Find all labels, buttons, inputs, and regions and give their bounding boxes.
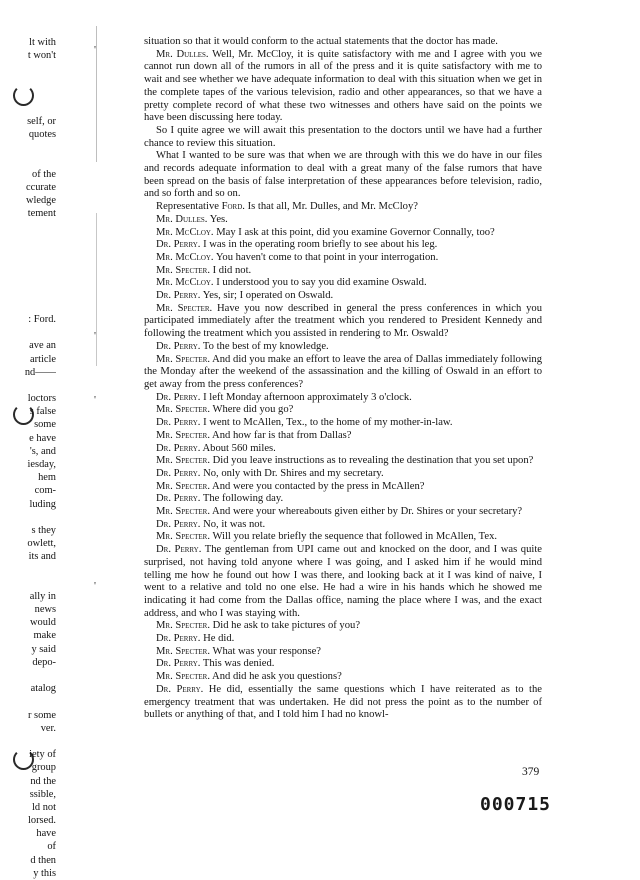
margin-fragment: news bbox=[34, 604, 56, 616]
paragraph-text: And did he ask you questions? bbox=[209, 671, 342, 683]
margin-fragment: nd—— bbox=[24, 366, 56, 378]
transcript-paragraph bbox=[144, 239, 542, 252]
paragraph-text: I understood you to say you did examine Oswald. bbox=[213, 277, 427, 289]
paragraph-text: You haven't come to that point in your interrogation. bbox=[213, 251, 439, 263]
speaker-name: Mr. Specter. bbox=[156, 506, 210, 518]
paragraph-text: May I ask at this point, did you examine Governor Connally, too? bbox=[213, 226, 495, 238]
margin-fragment bbox=[0, 234, 56, 247]
margin-fragment: ally in bbox=[29, 590, 56, 602]
transcript-paragraph bbox=[144, 201, 542, 214]
transcript-paragraph bbox=[144, 252, 542, 265]
margin-fragment: group bbox=[31, 762, 56, 774]
paragraph-text: Have you now described in general the press conferences in which you participated immediately after the treatment which you rendered to President Kennedy and following the treatment which you assisted in rendering to Mr. Oswald? bbox=[144, 302, 542, 340]
facing-page-fragments bbox=[0, 36, 56, 879]
transcript-paragraph bbox=[144, 519, 542, 532]
speaker-name: Mr. Dulles. bbox=[156, 48, 209, 60]
speaker-name: Dr. Perry. bbox=[156, 290, 201, 302]
paragraph-text: He did. bbox=[200, 633, 235, 645]
margin-fragment bbox=[0, 62, 56, 75]
margin-tick: ' bbox=[94, 580, 96, 592]
margin-fragment: 's, and bbox=[29, 445, 56, 457]
transcript-paragraph bbox=[144, 277, 542, 290]
transcript-paragraph bbox=[144, 481, 542, 494]
margin-fragment bbox=[0, 326, 56, 339]
speaker-name: Mr. McCloy. bbox=[156, 251, 214, 263]
paragraph-text: About 560 miles. bbox=[200, 442, 276, 454]
transcript-paragraph bbox=[144, 36, 542, 49]
transcript-paragraph bbox=[144, 430, 542, 443]
speaker-name: Mr. Specter. bbox=[156, 671, 210, 683]
margin-fragment bbox=[0, 287, 56, 300]
margin-fragment: article bbox=[30, 353, 56, 365]
margin-fragment: loctors bbox=[27, 393, 56, 405]
transcript-paragraph bbox=[144, 620, 542, 633]
paragraph-text: And did you make an effort to leave the area of Dallas immediately following the Monday after the weekend of the assassination and the killing of Oswald in an effort to get away from the press conferences? bbox=[144, 353, 543, 390]
margin-fragment bbox=[0, 155, 56, 168]
paragraph-text: situation so that it would conform to the actual statements that the doctor has made. bbox=[144, 36, 498, 47]
margin-fragment: hem bbox=[38, 472, 56, 484]
document-stamp-number: 000715 bbox=[480, 794, 552, 815]
margin-fragment: lorsed. bbox=[28, 815, 56, 827]
margin-fragment: e have bbox=[29, 432, 56, 444]
paragraph-text: Well, Mr. McCloy, it is quite satisfactory with me and I agree with you we cannot run down all of the rumors in all of the press and it is quite satisfactory with me to wait and see whether we have adequate information to deal with this situation when we get in the complete tapes of the various television, radio and other appearances, so that we have a pretty complete record of what these two witnesses and others have said on the points we have been discussing here today. bbox=[144, 48, 542, 124]
transcript-paragraph bbox=[144, 493, 542, 506]
margin-fragment: some bbox=[34, 419, 56, 431]
speaker-name: Dr. Perry. bbox=[156, 442, 201, 454]
margin-fragment bbox=[0, 511, 56, 524]
margin-tick: ' bbox=[94, 394, 96, 406]
margin-fragment bbox=[0, 273, 56, 286]
paragraph-text: Did he ask to take pictures of you? bbox=[209, 620, 361, 632]
margin-fragment bbox=[0, 577, 56, 590]
margin-fragment: y said bbox=[31, 643, 56, 655]
transcript-paragraph bbox=[144, 468, 542, 481]
paragraph-text: So I quite agree we will await this presentation to the doctors until we have had a further chance to review this situation. bbox=[144, 124, 542, 149]
speaker-name: Mr. Specter. bbox=[156, 480, 210, 492]
transcript-paragraph bbox=[144, 341, 542, 354]
margin-fragment: r some bbox=[28, 709, 56, 721]
speaker-name: Mr. Specter. bbox=[156, 404, 210, 416]
transcript-paragraph bbox=[144, 392, 542, 405]
margin-fragment: ver. bbox=[40, 722, 56, 734]
speaker-name: Mr. Specter. bbox=[156, 264, 210, 276]
margin-fragment bbox=[0, 300, 56, 313]
margin-fragment: quotes bbox=[28, 129, 56, 141]
paragraph-text: What was your response? bbox=[209, 645, 321, 657]
speaker-name: Dr. Perry. bbox=[156, 518, 201, 530]
margin-fragment: ld not bbox=[32, 801, 56, 813]
margin-fragment bbox=[0, 247, 56, 260]
margin-fragment: lt with bbox=[29, 37, 56, 48]
paragraph-text: I was in the operating room briefly to see about his leg. bbox=[200, 239, 438, 251]
speaker-name: Dr. Perry. bbox=[156, 239, 201, 251]
paragraph-text: To the best of my knowledge. bbox=[200, 340, 329, 352]
margin-tick: ' bbox=[94, 330, 96, 342]
transcript-paragraph bbox=[144, 290, 542, 303]
transcript-paragraph bbox=[144, 150, 542, 201]
margin-fragment: self, or bbox=[27, 116, 56, 128]
margin-fragment bbox=[0, 89, 56, 102]
margin-fragment: iesday, bbox=[27, 459, 56, 470]
transcript-paragraph bbox=[144, 455, 542, 468]
speaker-name: Ford. bbox=[221, 201, 245, 213]
margin-fragment: owlett, bbox=[27, 538, 56, 550]
margin-fragment: d then bbox=[30, 854, 56, 866]
speaker-name: Mr. McCloy. bbox=[156, 277, 214, 289]
transcript-paragraph bbox=[144, 265, 542, 278]
paragraph-text: Where did you go? bbox=[209, 404, 294, 416]
paragraph-text: Representative bbox=[156, 201, 222, 213]
paragraph-text: And were your whereabouts given either by Dr. Shires or your secretary? bbox=[209, 506, 523, 518]
speaker-name: Mr. McCloy. bbox=[156, 226, 214, 238]
transcript-body bbox=[144, 36, 542, 722]
margin-fragment: tement bbox=[27, 208, 56, 220]
transcript-paragraph bbox=[144, 303, 542, 341]
speaker-name: Mr. Specter. bbox=[156, 455, 210, 467]
margin-fragment: depo- bbox=[32, 656, 56, 668]
paragraph-text: This was denied. bbox=[200, 658, 275, 670]
margin-fragment bbox=[0, 564, 56, 577]
transcript-paragraph bbox=[144, 214, 542, 227]
margin-fragment: make bbox=[33, 630, 56, 642]
paragraph-text: Did you leave instructions as to revealing the destination that you set upon? bbox=[209, 455, 534, 467]
paragraph-text: The gentleman from UPI came out and knocked on the door, and I was quite surprised, not having told anyone where I was going, and I asked him if he would mind telling me how he found out how I was there, and looking back at it I was kind of naive, I went to a relative and told no one else. He had a wire in his hands which he showed me indicating it had come from the Dallas office, naming the place where I was, and the exact address, and who I was staying with. bbox=[144, 544, 542, 619]
transcript-paragraph bbox=[144, 684, 542, 722]
margin-fragment: ssible, bbox=[29, 788, 56, 800]
fold-line bbox=[96, 26, 97, 366]
speaker-name: Dr. Perry. bbox=[156, 633, 201, 645]
speaker-name: Mr. Specter. bbox=[156, 353, 211, 365]
transcript-paragraph bbox=[144, 125, 542, 150]
margin-fragment: ave an bbox=[29, 340, 56, 352]
margin-fragment: s false bbox=[29, 406, 56, 418]
speaker-name: Dr. Perry. bbox=[156, 340, 201, 352]
paragraph-text: What I wanted to be sure was that when we are through with this we do have in our files and records adequate information to deal with a great many of the false rumors that have been spread on the basis of false interpretation of these appearances before television, radio, and so forth and so on. bbox=[144, 150, 542, 200]
margin-fragment bbox=[0, 735, 56, 748]
margin-fragment: of the bbox=[32, 168, 56, 180]
transcript-paragraph bbox=[144, 417, 542, 430]
paragraph-text: Will you relate briefly the sequence that followed in McAllen, Tex. bbox=[209, 531, 498, 543]
page-number: 379 bbox=[522, 766, 540, 778]
speaker-name: Mr. Specter. bbox=[156, 620, 210, 632]
margin-fragment bbox=[0, 260, 56, 273]
margin-fragment: would bbox=[30, 617, 56, 629]
margin-fragment: its and bbox=[28, 551, 56, 563]
transcript-paragraph bbox=[144, 354, 542, 392]
margin-fragment: y this bbox=[33, 867, 56, 879]
margin-fragment: luding bbox=[29, 498, 56, 510]
margin-fragment bbox=[0, 695, 56, 708]
transcript-paragraph bbox=[144, 633, 542, 646]
margin-fragment bbox=[0, 221, 56, 234]
speaker-name: Mr. Specter. bbox=[156, 429, 210, 441]
margin-fragment bbox=[0, 669, 56, 682]
paragraph-text: No, only with Dr. Shires and my secretary. bbox=[200, 467, 384, 479]
transcript-paragraph bbox=[144, 658, 542, 671]
paragraph-text: I did not. bbox=[209, 264, 252, 276]
speaker-name: Dr. Perry. bbox=[156, 683, 204, 695]
transcript-paragraph bbox=[144, 671, 542, 684]
paragraph-text: He did, essentially the same questions which I have reiterated as to the emergency treatment that was undertaken. He did not press the point as to the number of bullets or anything of that, and I told him I had no knowl- bbox=[144, 683, 542, 721]
margin-fragment bbox=[0, 379, 56, 392]
margin-fragment: ccurate bbox=[26, 182, 56, 194]
speaker-name: Dr. Perry. bbox=[156, 493, 201, 505]
paragraph-text: The following day. bbox=[200, 493, 284, 505]
paragraph-text: No, it was not. bbox=[200, 518, 266, 530]
margin-fragment: nd the bbox=[30, 775, 56, 787]
transcript-paragraph bbox=[144, 227, 542, 240]
speaker-name: Mr. Specter. bbox=[156, 302, 213, 314]
margin-fragment: s they bbox=[31, 524, 56, 536]
speaker-name: Dr. Perry. bbox=[156, 417, 201, 429]
speaker-name: Dr. Perry. bbox=[156, 467, 201, 479]
margin-fragment: wledge bbox=[25, 195, 56, 207]
margin-tick: ' bbox=[94, 44, 96, 56]
margin-fragment: have bbox=[36, 828, 56, 840]
transcript-paragraph bbox=[144, 646, 542, 659]
speaker-name: Dr. Perry. bbox=[156, 544, 202, 556]
transcript-paragraph bbox=[144, 49, 542, 125]
margin-fragment: : Ford. bbox=[28, 313, 56, 325]
margin-fragment: of bbox=[47, 841, 56, 853]
margin-fragment bbox=[0, 76, 56, 89]
margin-fragment: iety of bbox=[29, 749, 56, 761]
margin-fragment: atalog bbox=[30, 683, 56, 695]
paragraph-text: Yes, sir; I operated on Oswald. bbox=[200, 290, 334, 302]
speaker-name: Dr. Perry. bbox=[156, 391, 201, 403]
margin-fragment bbox=[0, 102, 56, 115]
paragraph-text: I went to McAllen, Tex., to the home of my mother-in-law. bbox=[200, 417, 453, 429]
speaker-name: Mr. Specter. bbox=[156, 645, 210, 657]
speaker-name: Dr. Perry. bbox=[156, 658, 201, 670]
speaker-name: Mr. Dulles. bbox=[156, 213, 208, 225]
transcript-paragraph bbox=[144, 404, 542, 417]
paragraph-text: And were you contacted by the press in McAllen? bbox=[209, 480, 425, 492]
speaker-name: Mr. Specter. bbox=[156, 531, 210, 543]
paragraph-text: Yes. bbox=[207, 213, 228, 225]
transcript-paragraph bbox=[144, 544, 542, 620]
margin-fragment: t won't bbox=[27, 50, 56, 62]
margin-fragment bbox=[0, 142, 56, 155]
transcript-paragraph bbox=[144, 506, 542, 519]
paragraph-text: Is that all, Mr. Dulles, and Mr. McCloy? bbox=[244, 201, 418, 213]
transcript-paragraph bbox=[144, 443, 542, 456]
transcript-paragraph bbox=[144, 531, 542, 544]
margin-fragment: com- bbox=[34, 485, 56, 497]
paragraph-text: And how far is that from Dallas? bbox=[209, 429, 352, 441]
paragraph-text: I left Monday afternoon approximately 3 o'clock. bbox=[200, 391, 412, 403]
